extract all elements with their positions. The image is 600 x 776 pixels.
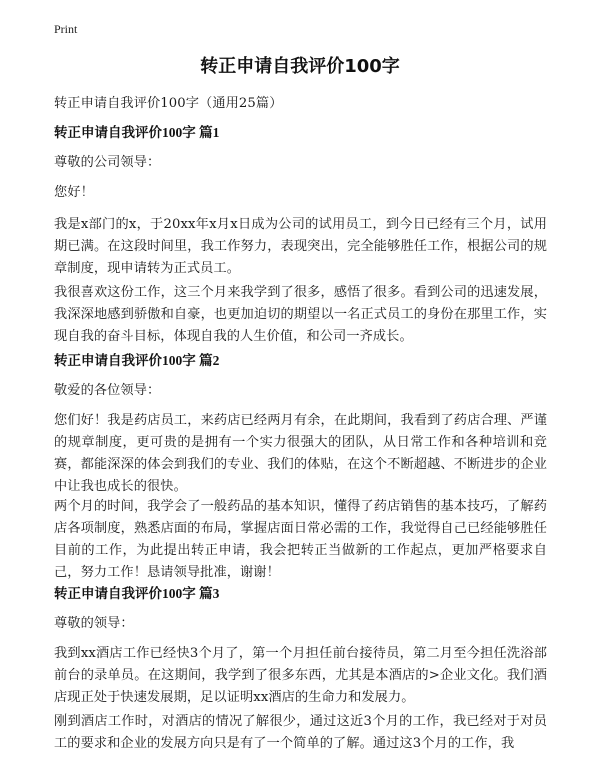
section-1-paragraph-2: 我很喜欢这份工作，这三个月来我学到了很多，感悟了很多。看到公司的迅速发展，我深深地感到骄傲和自豪，也更加迫切的期望以一名正式员工的身份在那里工作，实现自我的奋斗目标，体现自我的人生价值，和公司一齐成长。	[54, 285, 547, 344]
subtitle: 转正申请自我评价100字（通用25篇）	[54, 96, 283, 111]
salutation-3: 尊敬的领导：	[54, 616, 134, 631]
salutation-2: 敬爱的各位领导：	[54, 383, 161, 398]
section-1-paragraph-1: 我是x部门的x，于20xx年x月x日成为公司的试用员工，到今日已经有三个月，试用期已满。在这段时间里，我工作努力，表现突出，完全能够胜任工作，根据公司的规章制度，现申请转为正式员工。	[54, 217, 547, 276]
section-heading-2: 转正申请自我评价100字 篇2	[54, 353, 220, 368]
greeting-1: 您好！	[54, 185, 94, 200]
section-heading-1: 转正申请自我评价100字 篇1	[54, 125, 220, 140]
page-title: 转正申请自我评价100字	[200, 56, 400, 77]
section-2-paragraph-2: 两个月的时间，我学会了一般药品的基本知识，懂得了药店销售的基本技巧，了解药店各项制度，熟悉店面的布局，掌握店面日常必需的工作，我觉得自己已经能够胜任目前的工作，为此提出转正申请，我会把转正当做新的工作起点，更加严格要求自己，努力工作！恳请领导批准，谢谢！	[54, 499, 547, 580]
print-link[interactable]: Print	[54, 22, 78, 36]
section-2-paragraph-1: 您们好！我是药店员工，来药店已经两月有余，在此期间，我看到了药店合理、严谨的规章制度，更可贵的是拥有一个实力很强大的团队，从日常工作和各种培训和竞赛，都能深深的体会到我们的专业、我们的体贴，在这个不断超越、不断进步的企业中让我也成长的很快。	[54, 413, 547, 494]
salutation-1: 尊敬的公司领导：	[54, 155, 161, 170]
section-3-paragraph-2: 刚到酒店工作时，对酒店的情况了解很少，通过这近3个月的工作，我已经对于对员工的要求和企业的发展方向只是有了一个简单的了解。通过这3个月的工作，我	[54, 714, 547, 751]
section-3-paragraph-1: 我到xx酒店工作已经快3个月了，第一个月担任前台接待员，第二月至今担任洗浴部前台的录单员。在这期间，我学到了很多东西，尤其是本酒店的>企业文化。我们酒店现正处于快速发展期，足以证明xx酒店的生命力和发展力。	[54, 646, 547, 705]
section-heading-3: 转正申请自我评价100字 篇3	[54, 586, 220, 601]
